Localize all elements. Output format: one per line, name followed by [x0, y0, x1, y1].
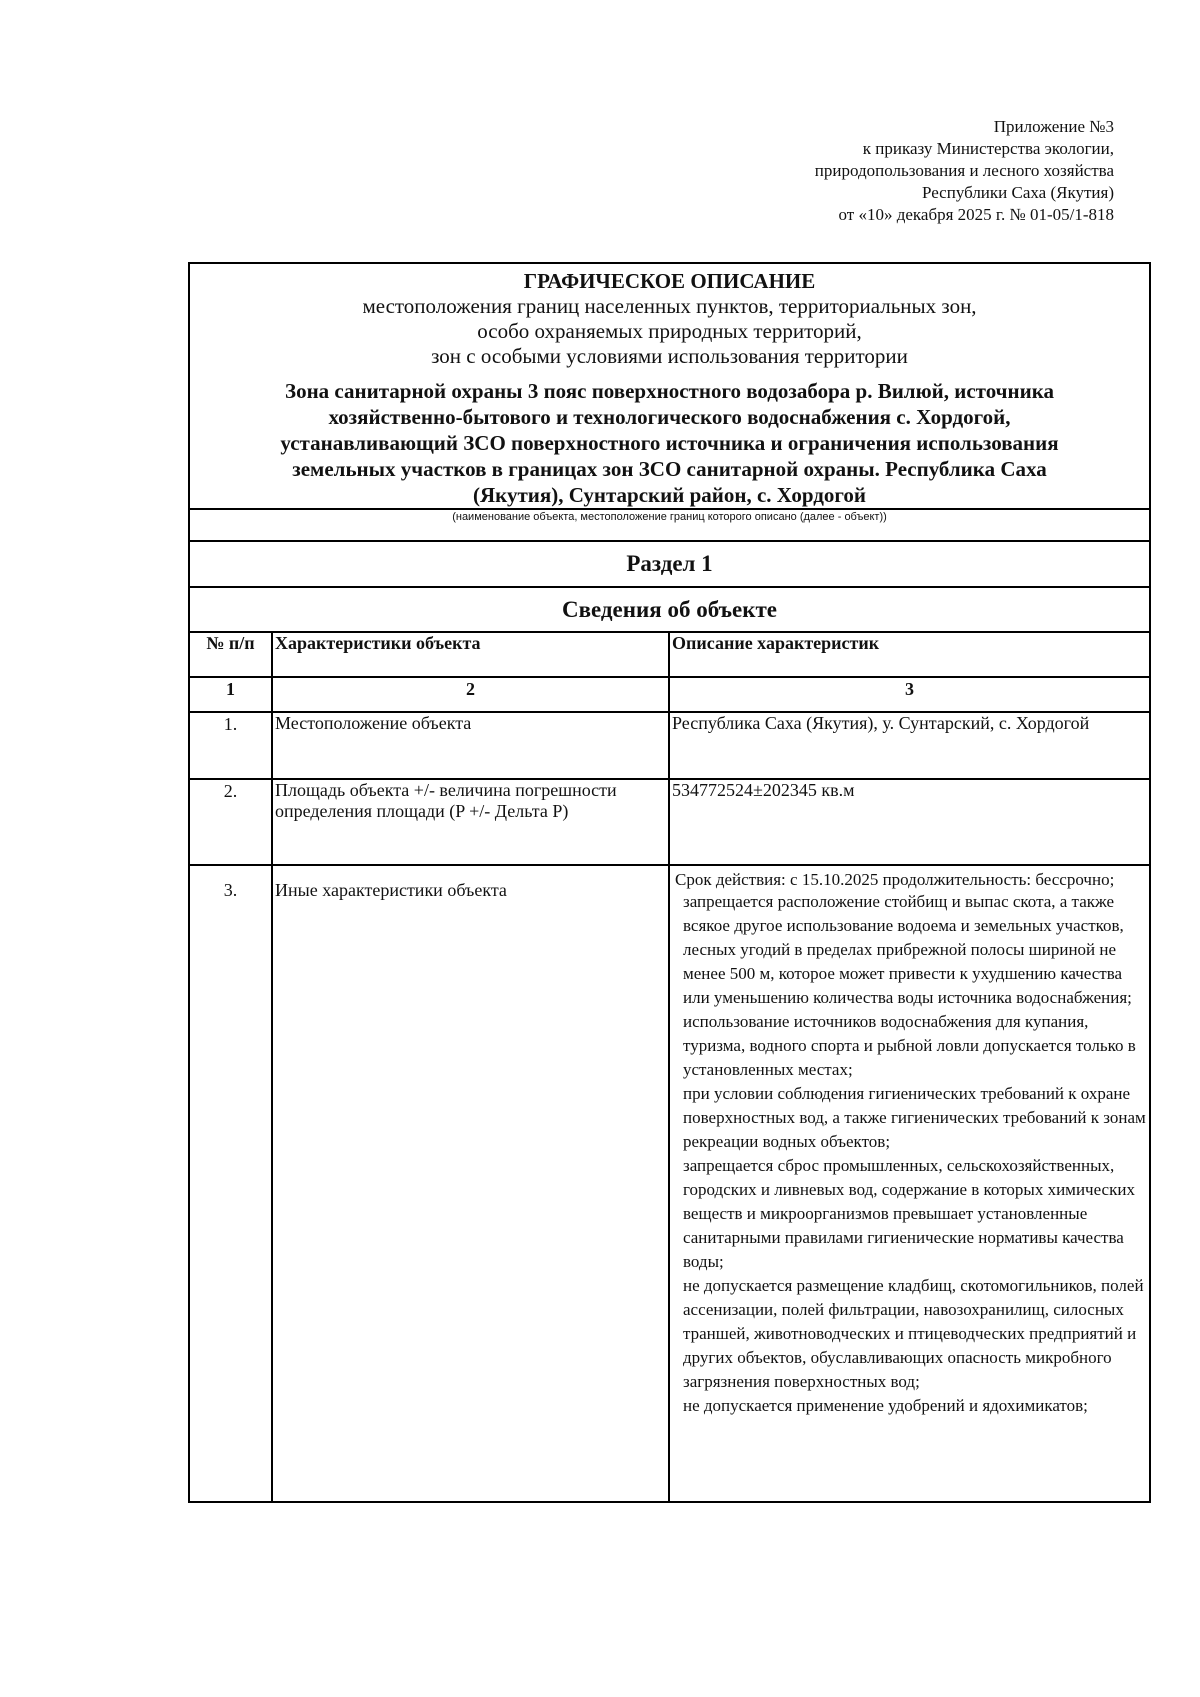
document-title: ГРАФИЧЕСКОЕ ОПИСАНИЕ: [523, 269, 816, 293]
document-frame: [188, 262, 1151, 1503]
section-title: Раздел 1: [190, 540, 1149, 586]
description-validity: Срок действия: с 15.10.2025 продолжительность: бессрочно;: [675, 870, 1115, 889]
appendix-line: Приложение №3: [993, 117, 1114, 136]
object-name-line: Зона санитарной охраны 3 пояс поверхностного водозабора р. Вилюй, источника: [285, 379, 1054, 403]
column-header: Характеристики объекта: [272, 632, 669, 677]
row-number: 2.: [190, 779, 272, 865]
row-characteristic: Местоположение объекта: [272, 712, 669, 779]
row-number: 1.: [190, 712, 272, 779]
restriction-item: при условии соблюдения гигиенических требований к охране поверхностных вод, а также гигиенических требований к зонам рекреации водных объектов;: [683, 1084, 1146, 1151]
restriction-item: использование источников водоснабжения для купания, туризма, водного спорта и рыбной ловли допускается только в установленных местах;: [683, 1012, 1136, 1079]
table-row: [190, 865, 1149, 1502]
subtitle-line: зон с особыми условиями использования территории: [431, 344, 908, 368]
subtitle-line: особо охраняемых природных территорий,: [477, 319, 862, 343]
restriction-item: запрещается сброс промышленных, сельскохозяйственных, городских и ливневых вод, содержание в которых химических веществ и микроорганизмов превышает установленные санитарными правилами гигиенические нормативы качества воды;: [683, 1156, 1135, 1271]
table-row: [190, 712, 1149, 779]
object-name-line: (Якутия), Сунтарский район, с. Хордогой: [473, 483, 866, 507]
restriction-item: не допускается размещение кладбищ, скотомогильников, полей ассенизации, полей фильтрации, навозохранилищ, силосных траншей, животноводческих и птицеводческих предприятий и других объектов, обуславливающих опасность микробного загрязнения поверхностных вод;: [683, 1276, 1144, 1391]
object-note: (наименование объекта, местоположение границ которого описано (далее - объект)): [190, 508, 1149, 540]
object-name-line: земельных участков в границах зон ЗСО санитарной охраны. Республика Саха: [292, 457, 1047, 481]
column-number: 3: [669, 677, 1149, 712]
appendix-line: от «10» декабря 2025 г. № 01-05/1-818: [838, 205, 1114, 224]
object-name: [190, 378, 1149, 508]
object-name-line: устанавливающий ЗСО поверхностного источника и ограничения использования: [280, 431, 1059, 455]
row-description: Республика Саха (Якутия), у. Сунтарский, с. Хордогой: [669, 712, 1149, 779]
table-row: [190, 779, 1149, 865]
column-number: 2: [272, 677, 669, 712]
row-description: [669, 865, 1149, 1502]
restriction-item: запрещается расположение стойбищ и выпас скота, а также всякое другое использование водоема и земельных участков, лесных угодий в пределах прибрежной полосы шириной не менее 500 м, которое может привести к ухудшению качества или уменьшению количества воды источника водоснабжения;: [683, 892, 1132, 1007]
column-number: 1: [190, 677, 272, 712]
row-characteristic: Площадь объекта +/- величина погрешности определения площади (P +/- Дельта P): [272, 779, 669, 865]
column-header: № п/п: [190, 632, 272, 677]
column-header: Описание характеристик: [669, 632, 1149, 677]
header-block: [190, 262, 1149, 508]
row-number: 3.: [190, 865, 272, 1502]
object-name-line: хозяйственно-бытового и технологического водоснабжения с. Хордогой,: [328, 405, 1011, 429]
appendix-line: природопользования и лесного хозяйства: [814, 161, 1114, 180]
row-description: 534772524±202345 кв.м: [669, 779, 1149, 865]
subtitle-line: местоположения границ населенных пунктов, территориальных зон,: [362, 294, 977, 318]
restriction-item: не допускается применение удобрений и ядохимикатов;: [683, 1396, 1088, 1415]
appendix-line: Республики Саха (Якутия): [921, 183, 1114, 202]
table-header-row: [190, 632, 1149, 677]
characteristics-table: [190, 631, 1149, 1503]
appendix-block: [815, 116, 1114, 226]
section-subtitle: Сведения об объекте: [190, 586, 1149, 631]
appendix-line: к приказу Министерства экологии,: [862, 139, 1114, 158]
column-number-row: [190, 677, 1149, 712]
row-characteristic: Иные характеристики объекта: [272, 865, 669, 1502]
